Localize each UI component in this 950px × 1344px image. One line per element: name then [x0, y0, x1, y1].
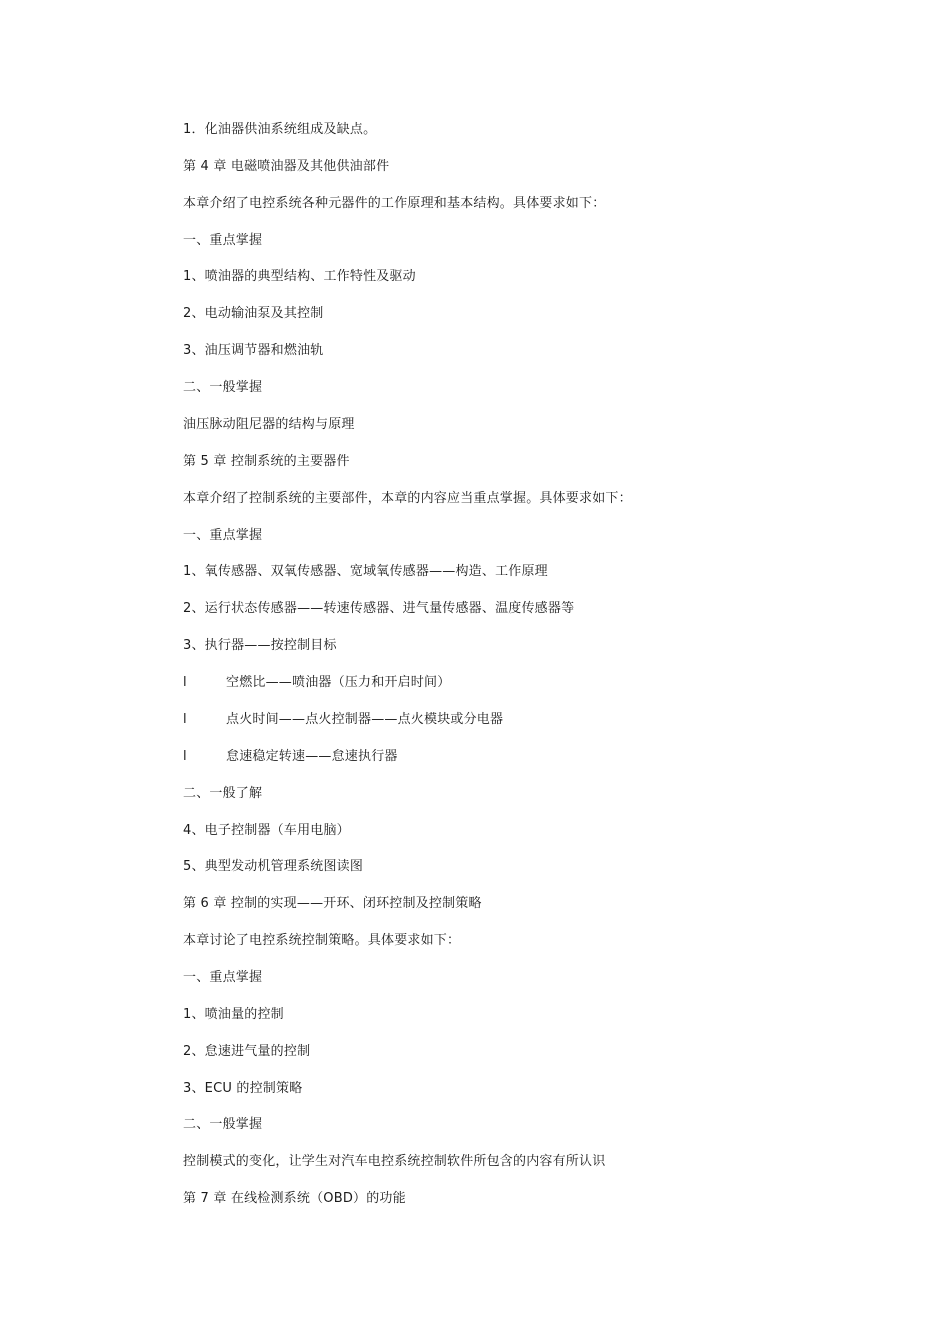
- section-heading: 二、一般了解: [183, 786, 263, 801]
- bullet-item: [183, 748, 398, 766]
- bullet-text: 怠速稳定转速——怠速执行器: [226, 749, 398, 764]
- text-line: 4、电子控制器（车用电脑）: [183, 823, 350, 838]
- text-line: 2、怠速进气量的控制: [183, 1044, 311, 1059]
- text-line: 1、氧传感器、双氧传感器、宽域氧传感器——构造、工作原理: [183, 564, 548, 579]
- text-line: 5、典型发动机管理系统图读图: [183, 859, 364, 874]
- bullet-marker: l: [183, 712, 187, 727]
- text-line: 1、喷油器的典型结构、工作特性及驱动: [183, 269, 416, 284]
- text-line: 本章介绍了控制系统的主要部件，本章的内容应当重点掌握。具体要求如下：: [183, 491, 632, 506]
- text-line: 2、电动输油泵及其控制: [183, 306, 324, 321]
- bullet-text: 空燃比——喷油器（压力和开启时间）: [226, 675, 451, 690]
- chapter-heading: 第 6 章 控制的实现——开环、闭环控制及控制策略: [183, 896, 482, 911]
- section-heading: 二、一般掌握: [183, 1117, 263, 1132]
- text-line: 油压脉动阻尼器的结构与原理: [183, 417, 355, 432]
- chapter-heading: 第 7 章 在线检测系统（OBD）的功能: [183, 1191, 406, 1206]
- section-heading: 二、一般掌握: [183, 380, 263, 395]
- text-line: 本章介绍了电控系统各种元器件的工作原理和基本结构。具体要求如下：: [183, 196, 606, 211]
- chapter-heading: 第 4 章 电磁喷油器及其他供油部件: [183, 159, 390, 174]
- text-line: 1、喷油量的控制: [183, 1007, 284, 1022]
- text-line: 1．化油器供油系统组成及缺点。: [183, 122, 377, 137]
- bullet-marker: l: [183, 675, 187, 690]
- bullet-item: [183, 711, 503, 729]
- text-line: 3、油压调节器和燃油轨: [183, 343, 324, 358]
- text-line: 3、执行器——按控制目标: [183, 638, 337, 653]
- bullet-text: 点火时间——点火控制器——点火模块或分电器: [226, 712, 504, 727]
- bullet-marker: l: [183, 749, 187, 764]
- section-heading: 一、重点掌握: [183, 528, 263, 543]
- text-line: 3、ECU 的控制策略: [183, 1081, 303, 1096]
- section-heading: 一、重点掌握: [183, 970, 263, 985]
- text-line: 控制模式的变化，让学生对汽车电控系统控制软件所包含的内容有所认识: [183, 1154, 606, 1169]
- section-heading: 一、重点掌握: [183, 233, 263, 248]
- text-line: 2、运行状态传感器——转速传感器、进气量传感器、温度传感器等: [183, 601, 575, 616]
- chapter-heading: 第 5 章 控制系统的主要器件: [183, 454, 350, 469]
- bullet-item: [183, 674, 450, 692]
- text-line: 本章讨论了电控系统控制策略。具体要求如下：: [183, 933, 461, 948]
